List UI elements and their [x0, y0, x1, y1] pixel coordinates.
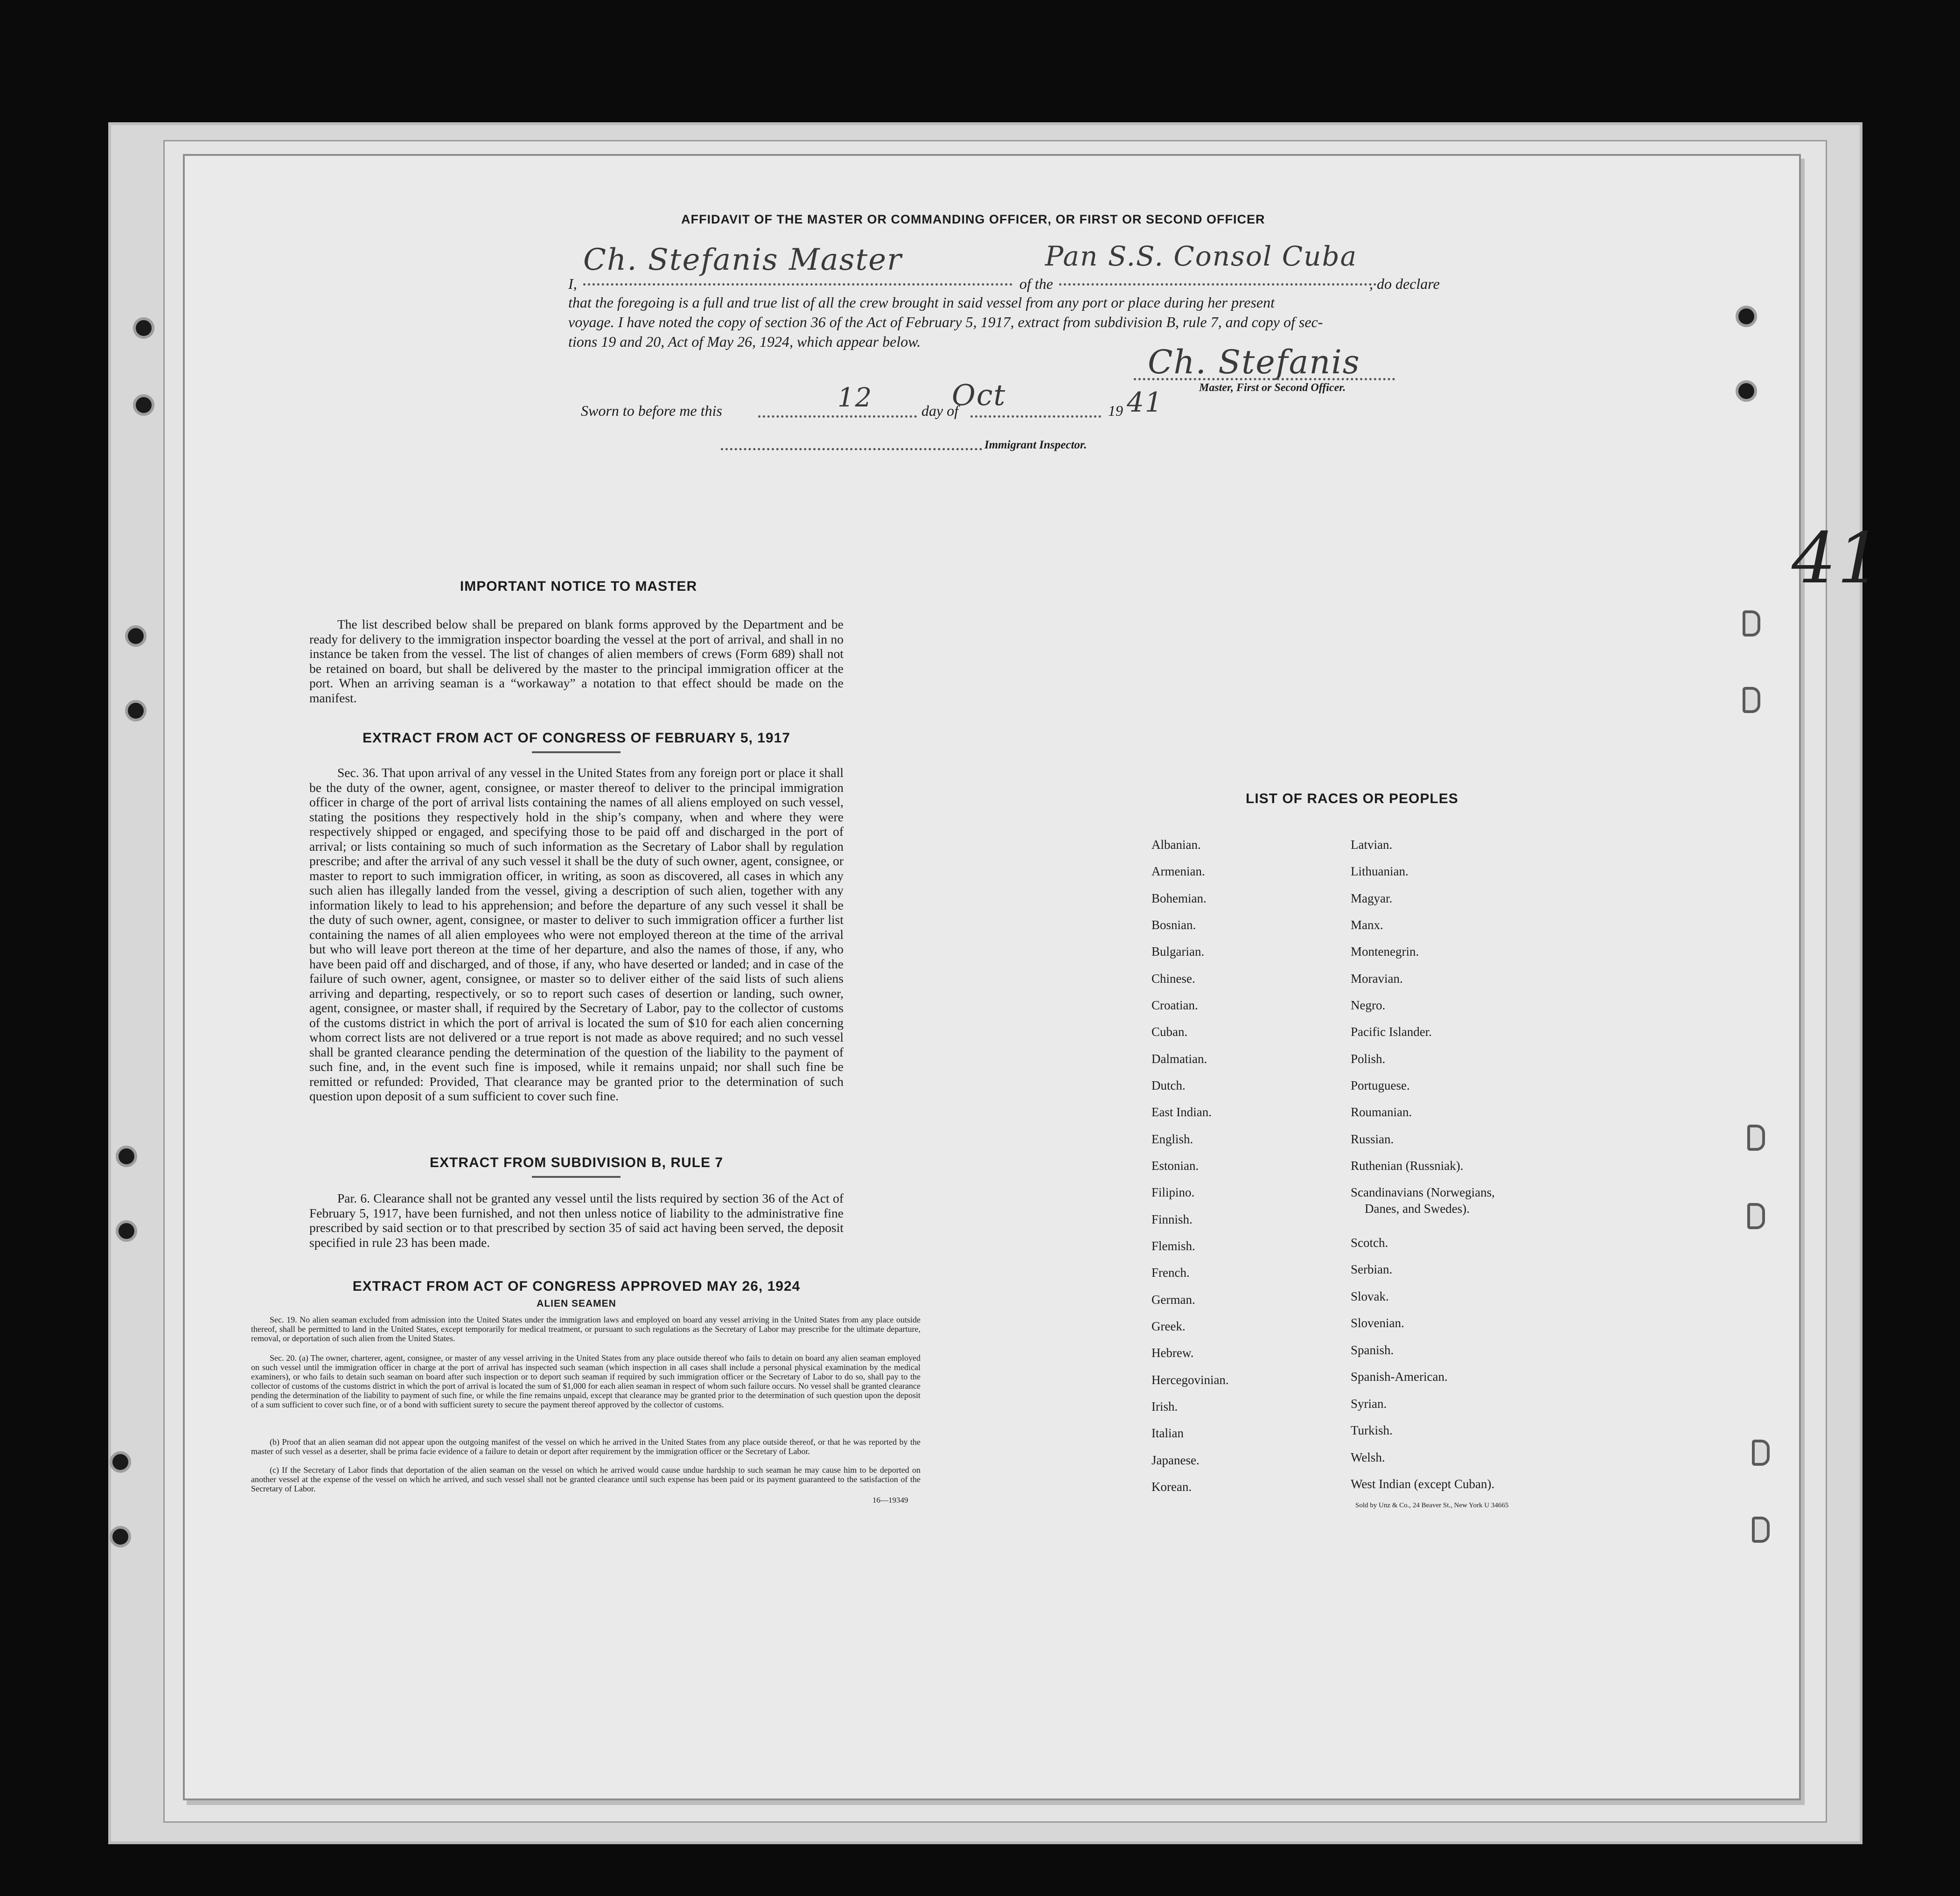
race-item: Magyar. [1351, 891, 1393, 905]
race-item: German. [1151, 1293, 1195, 1307]
race-item: Syrian. [1351, 1397, 1387, 1411]
race-item: Hercegovinian. [1151, 1373, 1229, 1387]
day-of-label: day of [921, 402, 959, 419]
race-item: Armenian. [1151, 864, 1205, 878]
sworn-month: Oct [952, 378, 1006, 412]
race-item: French. [1151, 1266, 1190, 1280]
of-the-label: of the [1019, 275, 1053, 292]
section-20a-text: Sec. 20. (a) The owner, charterer, agent, consignee, or master of any vessel arriving in the United States from any place outside thereof who fails to detain on board any alien seaman employed on such vessel until the immigration officer in charge at the port of arrival has inspected such seaman (which inspection in all cases shall include a personal physical examination by the medical examiners), or who fails to detain such seaman on board after such inspection or to deport such seaman if required by such immigration officer or the Secretary of Labor to do so, shall pay to the collector of customs of the customs district in which the port of arrival is located the sum of $1,000 for each alien seaman in respect of whom such failure occurs. No vessel shall be granted clearance pending the determination of the liability to payment of such fine, or while the fine remains unpaid, except that clearance may be granted prior to the determination of such question upon the deposit of a sum sufficient to cover such fine, or of a bond with sufficient surety to secure the payment thereof approved by the collector of customs. [251, 1353, 921, 1409]
race-item: Korean. [1151, 1480, 1192, 1494]
punch-hole-icon [133, 317, 154, 339]
binder-slot-icon [1743, 610, 1760, 637]
punch-hole-icon [116, 1220, 137, 1242]
race-item: Italian [1151, 1426, 1184, 1440]
declaration-line-2: voyage. I have noted the copy of section 36 of the Act of February 5, 1917, extract from subdivision B, rule 7, and copy of sec- [568, 314, 1323, 330]
inspector-label: Immigrant Inspector. [984, 439, 1087, 451]
sold-by-note: Sold by Unz & Co., 24 Beaver St., New York U 34665 [1355, 1502, 1509, 1509]
race-item: Filipino. [1151, 1185, 1195, 1199]
race-item: English. [1151, 1132, 1193, 1146]
signature-line [1134, 355, 1395, 380]
notice-text: The list described below shall be prepared on blank forms approved by the Department and be ready for delivery to the immigration inspector boarding the vessel at the port of arrival, and shall in no instance be taken from the vessel. The list of changes of alien members of crews (Form 689) shall not be retained on board, but shall be delivered by the master to the principal immigration officer at the port. When an arriving seaman is a “workaway” a notation to that effect should be made on the manifest. [309, 617, 844, 705]
signature-role: Master, First or Second Officer. [1199, 382, 1346, 394]
master-signature: Ch. Stefanis [1148, 343, 1360, 381]
binder-slot-icon [1747, 1125, 1765, 1151]
race-item: Albanian. [1151, 838, 1201, 852]
race-item: Scotch. [1351, 1236, 1388, 1250]
section-20b-text: (b) Proof that an alien seaman did not appear upon the outgoing manifest of the vessel on which he arrived in the United States from any place outside thereof, or that he was reported by the master of such vessel as a deserter, shall be prima facie evidence of a failure to detain or deport after requirement by the immigration officer or the Secretary of Labor. [251, 1437, 921, 1456]
race-item: Bulgarian. [1151, 945, 1205, 958]
race-item: West Indian (except Cuban). [1351, 1477, 1495, 1491]
divider [532, 1176, 621, 1178]
binder-slot-icon [1752, 1517, 1770, 1543]
master-name: Ch. Stefanis Master [583, 243, 902, 277]
race-item: Welsh. [1351, 1450, 1385, 1464]
punch-hole-icon [1736, 306, 1757, 327]
sworn-year: 41 [1127, 386, 1163, 418]
race-item: Bosnian. [1151, 918, 1196, 932]
race-item: Slovenian. [1351, 1316, 1404, 1330]
race-item: Slovak. [1351, 1289, 1389, 1303]
race-item: Lithuanian. [1351, 864, 1409, 878]
notice-title: IMPORTANT NOTICE TO MASTER [460, 579, 698, 594]
subdivision-b-title: EXTRACT FROM SUBDIVISION B, RULE 7 [429, 1155, 724, 1170]
declaration-line-1: that the foregoing is a full and true list of all the crew brought in said vessel from any port or place during her present [568, 294, 1275, 311]
race-item: Croatian. [1151, 998, 1198, 1012]
race-item: Estonian. [1151, 1159, 1199, 1173]
race-item: Flemish. [1151, 1239, 1195, 1253]
race-item: Pacific Islander. [1351, 1025, 1432, 1039]
race-item: Spanish-American. [1351, 1370, 1448, 1384]
year-prefix: 19 [1108, 402, 1123, 419]
section-20c-text: (c) If the Secretary of Labor finds that deportation of the alien seaman on the vessel on which he arrived would cause undue hardship to such seaman he may cause him to be deported on another vessel at the expense of the vessel on which he arrived, and such vessel shall not be granted clearance until such expense has been paid or its payment guaranteed to the satisfaction of the Secretary of Labor. [251, 1465, 921, 1493]
race-item: Polish. [1351, 1052, 1386, 1066]
punch-hole-icon [133, 394, 154, 416]
binder-slot-icon [1743, 687, 1760, 713]
race-item: Finnish. [1151, 1212, 1193, 1226]
punch-hole-icon [116, 1146, 137, 1167]
do-declare-label: , do declare [1369, 275, 1440, 292]
binder-slot-icon [1752, 1440, 1770, 1466]
vessel-name: Pan S.S. Consol Cuba [1045, 240, 1358, 272]
race-item: Spanish. [1351, 1343, 1394, 1357]
margin-mark: 41 [1792, 518, 1883, 599]
declaration-line-3: tions 19 and 20, Act of May 26, 1924, which appear below. [568, 333, 921, 350]
race-item: Moravian. [1351, 972, 1403, 986]
extract-1924-title: EXTRACT FROM ACT OF CONGRESS APPROVED MAY 26, 1924 [352, 1279, 801, 1294]
extract-1924-subtitle: ALIEN SEAMEN [537, 1298, 616, 1309]
punch-hole-icon [1736, 380, 1757, 402]
i-label: I, [568, 275, 577, 292]
race-item: Roumanian. [1351, 1105, 1412, 1119]
race-item: Cuban. [1151, 1025, 1188, 1039]
form-number: 16—19349 [872, 1496, 908, 1504]
punch-hole-icon [125, 700, 146, 721]
sworn-day: 12 [837, 383, 873, 413]
punch-hole-icon [125, 625, 146, 647]
race-item: Ruthenian (Russniak). [1351, 1159, 1464, 1173]
inspector-line [721, 434, 982, 450]
race-item: Chinese. [1151, 972, 1195, 986]
race-item: Hebrew. [1151, 1346, 1194, 1360]
race-item: Serbian. [1351, 1262, 1393, 1276]
race-item: Russian. [1351, 1132, 1394, 1146]
race-item: Greek. [1151, 1319, 1186, 1333]
race-item: Negro. [1351, 998, 1386, 1012]
extract-1917-title: EXTRACT FROM ACT OF CONGRESS OF FEBRUARY 5, 1917 [363, 730, 790, 746]
race-item: East Indian. [1151, 1105, 1212, 1119]
race-item: Latvian. [1351, 838, 1393, 852]
race-item: Dalmatian. [1151, 1052, 1207, 1066]
race-item: Danes, and Swedes). [1365, 1202, 1470, 1216]
extract-1917-text: Sec. 36. That upon arrival of any vessel in the United States from any foreign port or place it shall be the duty of the owner, agent, consignee, or master thereof to deliver to the principal immigration officer in charge of the port of arrival lists containing the names of all aliens employed on such vessel, stating the positions they respectively hold in the ship’s company, when and where they were respectively shipped or engaged, and specifying those to be paid off and discharged in the port of arrival; or lists containing so much of such information as the Secretary of Labor shall by regulation prescribe; and after the arrival of any such vessel it shall be the duty of such owner, agent, consignee, or master to report to such immigration officer, in writing, as soon as discovered, all cases in which any such alien has illegally landed from the vessel, giving a description of such alien, together with any information likely to lead to his apprehension; and before the departure of any such vessel it shall be the duty of such owner, agent, consignee, or master to deliver to such immigration officer a further list containing the names of all alien employees who were not employed thereon at the time of the arrival but who will leave port thereon at the time of her departure, and also the names of those, if any, who have been paid off and discharged, and of those, if any, who have deserted or landed; and in case of the failure of such owner, agent, consignee, or master so to deliver either of the said lists of such aliens arriving and departing, respectively, or so to report such cases of desertion or landing, such owner, agent, consignee, or master shall, if required by the Secretary of Labor, pay to the collector of customs of the customs district in which the port of arrival is located the sum of $10 for each alien concerning whom correct lists are not delivered or a true report is not made as above required; and no such vessel shall be granted clearance pending the determination of the question of the liability to the payment of such fine, and, in the event such fine is imposed, while it remains unpaid; nor shall such fine be remitted or refunded: Provided, That clearance may be granted prior to the determination of such question upon deposit of a sum sufficient to cover such fine. [309, 765, 844, 1103]
punch-hole-icon [110, 1451, 131, 1473]
race-item: Portuguese. [1351, 1078, 1410, 1092]
sworn-label: Sworn to before me this [581, 402, 722, 419]
race-item: Scandinavians (Norwegians, [1351, 1185, 1495, 1199]
section-19-text: Sec. 19. No alien seaman excluded from admission into the United States under the immigration laws and employed on board any vessel arriving in the United States from any place outside thereof, shall be permitted to land in the United States, except temporarily for medical treatment, or pursuant to such regulations as the Secretary of Labor may prescribe for the ultimate departure, removal, or deportation of such alien from the United States. [251, 1315, 921, 1343]
race-item: Manx. [1351, 918, 1383, 932]
divider [532, 751, 621, 753]
race-item: Dutch. [1151, 1078, 1186, 1092]
race-item: Japanese. [1151, 1453, 1200, 1467]
binder-slot-icon [1747, 1203, 1765, 1229]
race-item: Bohemian. [1151, 891, 1207, 905]
race-item: Montenegrin. [1351, 945, 1419, 958]
race-item: Irish. [1151, 1399, 1178, 1413]
punch-hole-icon [110, 1526, 131, 1547]
subdivision-b-text: Par. 6. Clearance shall not be granted any vessel until the lists required by section 36 of the Act of February 5, 1917, have been furnished, and not then unless notice of liability to the administrative fine prescribed by said section or to that prescribed by section 35 of said act having been served, the deposit specified in rule 23 has been made. [309, 1191, 844, 1250]
races-title: LIST OF RACES OR PEOPLES [1246, 791, 1458, 806]
affidavit-title: AFFIDAVIT OF THE MASTER OR COMMANDING OFFICER, OR FIRST OR SECOND OFFICER [681, 212, 1265, 226]
race-item: Turkish. [1351, 1423, 1393, 1437]
